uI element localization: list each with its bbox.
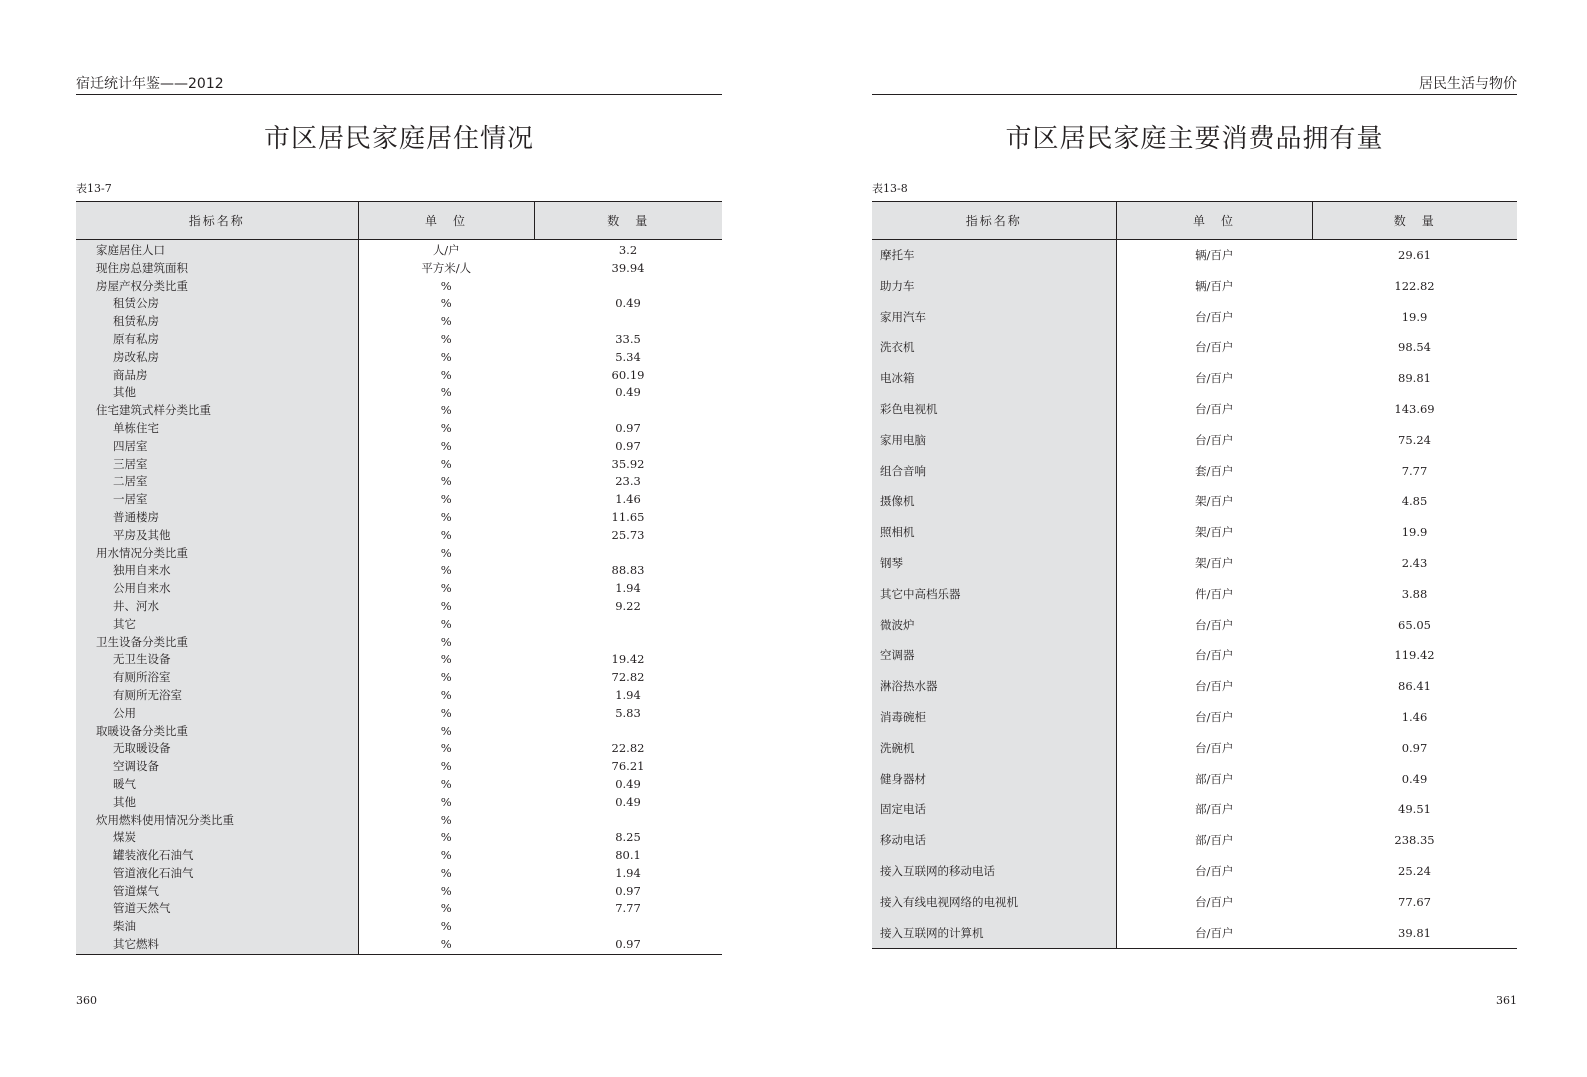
row-name: 无卫生设备 xyxy=(76,651,358,669)
row-name: 电冰箱 xyxy=(872,363,1116,394)
row-name: 接入互联网的移动电话 xyxy=(872,856,1116,887)
row-name: 公用 xyxy=(76,705,358,723)
row-name: 三居室 xyxy=(76,456,358,474)
row-value: 22.82 xyxy=(611,741,645,756)
row-unit: % xyxy=(440,492,452,507)
running-head-right: 居民生活与物价 xyxy=(872,74,1517,95)
row-name: 其他 xyxy=(76,384,358,402)
row-name: 租赁私房 xyxy=(76,313,358,331)
row-value: 9.22 xyxy=(615,598,641,613)
row-unit: 平方米/人 xyxy=(421,260,472,275)
consumer-goods-table xyxy=(872,201,1517,949)
row-name: 家用电脑 xyxy=(872,425,1116,456)
row-name: 用水情况分类比重 xyxy=(76,545,358,563)
row-value: 86.41 xyxy=(1398,679,1431,694)
row-unit: % xyxy=(440,314,452,329)
row-value xyxy=(534,918,722,936)
row-name: 助力车 xyxy=(872,271,1116,302)
row-unit: % xyxy=(440,670,452,685)
row-unit: 台/百户 xyxy=(1195,340,1234,355)
row-value xyxy=(534,313,722,331)
row-name: 有厕所浴室 xyxy=(76,669,358,687)
row-value xyxy=(534,545,722,563)
row-value: 122.82 xyxy=(1394,278,1435,293)
table-row xyxy=(76,740,722,758)
table-row xyxy=(872,733,1517,764)
page-title-left: 市区居民家庭居住情况 xyxy=(263,124,534,154)
row-unit: % xyxy=(440,331,452,346)
row-value: 39.81 xyxy=(1312,918,1517,949)
row-value: 1.94 xyxy=(615,581,641,596)
housing-table-body xyxy=(76,240,722,955)
row-name: 彩色电视机 xyxy=(872,394,1116,425)
row-name: 移动电话 xyxy=(872,825,1116,856)
row-unit: % xyxy=(440,349,452,364)
row-unit: % xyxy=(440,919,452,934)
row-value: 143.69 xyxy=(1394,401,1435,416)
right-page xyxy=(872,0,1517,1077)
column-header-unit: 单 位 xyxy=(1116,202,1312,240)
table-row xyxy=(76,438,722,456)
table-row xyxy=(76,456,722,474)
row-value: 1.46 xyxy=(1401,709,1428,724)
column-header-name: 指标名称 xyxy=(76,202,358,240)
table-row xyxy=(76,669,722,687)
row-unit: % xyxy=(440,438,452,453)
table-row xyxy=(872,579,1517,610)
row-value xyxy=(534,616,722,634)
row-unit: % xyxy=(440,848,452,863)
row-name: 暖气 xyxy=(76,776,358,794)
table-row xyxy=(872,363,1517,394)
row-unit: 套/百户 xyxy=(1195,463,1234,478)
row-unit: 辆/百户 xyxy=(1195,248,1234,262)
row-value: 77.67 xyxy=(1398,894,1431,909)
table-row xyxy=(76,420,722,438)
row-name: 单栋住宅 xyxy=(76,420,358,438)
table-row xyxy=(76,402,722,420)
table-row xyxy=(76,562,722,580)
row-unit: % xyxy=(440,278,452,293)
row-name: 管道天然气 xyxy=(76,900,358,918)
table-row xyxy=(76,936,722,954)
table-row xyxy=(872,764,1517,795)
row-name: 原有私房 xyxy=(76,331,358,349)
row-value: 65.05 xyxy=(1398,617,1431,632)
table-row xyxy=(76,598,722,616)
row-unit: % xyxy=(440,812,452,827)
row-name: 接入有线电视网络的电视机 xyxy=(872,887,1116,918)
row-name: 井、河水 xyxy=(76,598,358,616)
table-row xyxy=(76,473,722,491)
row-unit: % xyxy=(440,616,452,631)
row-value: 5.34 xyxy=(615,349,641,364)
row-value: 25.73 xyxy=(611,527,645,542)
row-value: 89.81 xyxy=(1398,371,1431,386)
row-value: 25.24 xyxy=(1398,863,1431,878)
row-unit: % xyxy=(440,705,452,720)
table-row xyxy=(872,456,1517,487)
table-number-right: 表13-8 xyxy=(872,182,908,195)
table-row xyxy=(76,812,722,830)
row-unit: 台/百户 xyxy=(1195,432,1234,447)
row-value: 0.49 xyxy=(615,776,641,791)
row-name: 洗碗机 xyxy=(872,733,1116,764)
row-unit: 台/百户 xyxy=(1195,863,1234,878)
row-name: 现住房总建筑面积 xyxy=(76,260,358,278)
row-unit: % xyxy=(440,474,452,489)
row-value xyxy=(534,634,722,652)
table-row xyxy=(76,918,722,936)
table-row xyxy=(872,671,1517,702)
table-row xyxy=(872,548,1517,579)
page-title-right: 市区居民家庭主要消费品拥有量 xyxy=(1005,124,1384,154)
row-unit: % xyxy=(440,367,452,382)
row-unit: 架/百户 xyxy=(1195,525,1234,540)
table-row xyxy=(76,776,722,794)
table-row xyxy=(76,367,722,385)
row-value: 88.83 xyxy=(611,563,645,578)
table-row xyxy=(76,240,722,260)
row-unit: % xyxy=(440,687,452,702)
row-name: 卫生设备分类比重 xyxy=(76,634,358,652)
row-unit: % xyxy=(440,901,452,916)
table-row xyxy=(872,794,1517,825)
table-row xyxy=(76,527,722,545)
table-row xyxy=(872,302,1517,333)
table-row xyxy=(76,491,722,509)
table-row xyxy=(872,517,1517,548)
row-unit: 人/户 xyxy=(432,243,460,257)
row-unit: % xyxy=(440,794,452,809)
table-row xyxy=(76,651,722,669)
row-name: 租赁公房 xyxy=(76,295,358,313)
row-name: 微波炉 xyxy=(872,610,1116,641)
row-unit: 台/百户 xyxy=(1195,740,1234,755)
row-value: 60.19 xyxy=(611,367,645,382)
row-value xyxy=(534,402,722,420)
row-value: 19.42 xyxy=(611,652,645,667)
row-unit: 台/百户 xyxy=(1195,617,1234,632)
row-unit: % xyxy=(440,598,452,613)
row-name: 平房及其他 xyxy=(76,527,358,545)
row-name: 固定电话 xyxy=(872,794,1116,825)
row-unit: % xyxy=(440,723,452,738)
table-row xyxy=(76,295,722,313)
row-unit: 台/百户 xyxy=(1195,648,1234,663)
column-header-unit: 单 位 xyxy=(358,202,534,240)
table-row xyxy=(76,260,722,278)
row-value: 0.97 xyxy=(615,883,641,898)
row-unit: % xyxy=(440,581,452,596)
row-value: 3.2 xyxy=(618,243,638,257)
row-name: 取暖设备分类比重 xyxy=(76,723,358,741)
row-name: 普通楼房 xyxy=(76,509,358,527)
row-name: 其它 xyxy=(76,616,358,634)
row-value: 35.92 xyxy=(611,456,645,471)
row-unit: 台/百户 xyxy=(1195,309,1234,324)
row-unit: 台/百户 xyxy=(1195,371,1234,386)
row-value: 80.1 xyxy=(615,848,641,863)
row-unit: % xyxy=(440,296,452,311)
row-name: 接入互联网的计算机 xyxy=(872,918,1116,949)
table-row xyxy=(76,278,722,296)
page-number-right: 361 xyxy=(1496,994,1517,1007)
row-unit: % xyxy=(440,509,452,524)
row-unit: % xyxy=(440,403,452,418)
row-name: 消毒碗柜 xyxy=(872,702,1116,733)
row-name: 健身器材 xyxy=(872,764,1116,795)
row-name: 罐装液化石油气 xyxy=(76,847,358,865)
row-unit: 部/百户 xyxy=(1195,802,1234,817)
table-row xyxy=(872,271,1517,302)
table-row xyxy=(76,794,722,812)
row-name: 其他 xyxy=(76,794,358,812)
row-value: 0.97 xyxy=(1401,740,1428,755)
row-unit: % xyxy=(440,865,452,880)
table-row xyxy=(76,634,722,652)
row-unit: 台/百户 xyxy=(1195,679,1234,694)
table-row xyxy=(76,883,722,901)
row-unit: % xyxy=(440,741,452,756)
row-name: 柴油 xyxy=(76,918,358,936)
row-value: 0.49 xyxy=(615,794,641,809)
row-name: 独用自来水 xyxy=(76,562,358,580)
row-name: 公用自来水 xyxy=(76,580,358,598)
table-row xyxy=(872,918,1517,949)
row-name: 住宅建筑式样分类比重 xyxy=(76,402,358,420)
row-value: 0.49 xyxy=(615,385,641,400)
row-value xyxy=(534,278,722,296)
row-unit: 台/百户 xyxy=(1195,401,1234,416)
row-value: 119.42 xyxy=(1394,648,1435,663)
table-row xyxy=(872,332,1517,363)
table-row xyxy=(76,384,722,402)
row-unit: 架/百户 xyxy=(1195,494,1234,509)
row-value: 19.9 xyxy=(1401,525,1428,540)
row-value: 11.65 xyxy=(611,509,645,524)
row-name: 无取暖设备 xyxy=(76,740,358,758)
row-name: 煤炭 xyxy=(76,829,358,847)
table-row xyxy=(76,331,722,349)
row-name: 空调设备 xyxy=(76,758,358,776)
row-unit: 部/百户 xyxy=(1195,771,1234,786)
table-row xyxy=(76,580,722,598)
row-value: 0.97 xyxy=(615,438,641,453)
table-row xyxy=(76,847,722,865)
row-value: 0.49 xyxy=(1401,771,1428,786)
row-name: 洗衣机 xyxy=(872,332,1116,363)
row-unit: 辆/百户 xyxy=(1195,278,1234,293)
row-value xyxy=(534,723,722,741)
table-row xyxy=(872,240,1517,271)
row-name: 摄像机 xyxy=(872,486,1116,517)
row-name: 商品房 xyxy=(76,367,358,385)
row-value: 1.94 xyxy=(615,865,641,880)
row-unit: % xyxy=(440,420,452,435)
row-value: 2.43 xyxy=(1401,555,1428,570)
row-unit: % xyxy=(440,563,452,578)
row-name: 家庭居住人口 xyxy=(76,240,358,260)
row-value: 4.85 xyxy=(1401,494,1428,509)
row-unit: % xyxy=(440,776,452,791)
table-row xyxy=(76,705,722,723)
row-name: 空调器 xyxy=(872,640,1116,671)
row-value: 75.24 xyxy=(1398,432,1431,447)
row-value: 1.94 xyxy=(615,687,641,702)
row-unit: % xyxy=(440,634,452,649)
row-value: 7.77 xyxy=(615,901,641,916)
table-row xyxy=(76,865,722,883)
row-value: 7.77 xyxy=(1401,463,1428,478)
table-row xyxy=(872,425,1517,456)
row-value: 0.97 xyxy=(615,420,641,435)
row-name: 一居室 xyxy=(76,491,358,509)
row-name: 家用汽车 xyxy=(872,302,1116,333)
row-name: 房改私房 xyxy=(76,349,358,367)
row-name: 其它中高档乐器 xyxy=(872,579,1116,610)
table-row xyxy=(76,509,722,527)
table-row xyxy=(872,702,1517,733)
row-unit: % xyxy=(440,883,452,898)
row-value: 33.5 xyxy=(615,331,641,346)
table-row xyxy=(872,610,1517,641)
row-unit: % xyxy=(440,545,452,560)
row-value: 29.61 xyxy=(1398,248,1431,262)
row-unit: % xyxy=(440,527,452,542)
table-row xyxy=(76,758,722,776)
row-name: 管道液化石油气 xyxy=(76,865,358,883)
row-name: 钢琴 xyxy=(872,548,1116,579)
table-row xyxy=(872,640,1517,671)
row-name: 摩托车 xyxy=(872,240,1116,271)
row-name: 二居室 xyxy=(76,473,358,491)
table-row xyxy=(872,394,1517,425)
row-unit: 台/百户 xyxy=(1195,709,1234,724)
row-unit: % xyxy=(440,456,452,471)
row-unit: 架/百户 xyxy=(1195,555,1234,570)
table-row xyxy=(76,545,722,563)
table-row xyxy=(872,825,1517,856)
row-value: 0.97 xyxy=(534,936,722,954)
table-number-left: 表13-7 xyxy=(76,182,112,195)
row-unit: % xyxy=(440,652,452,667)
left-page xyxy=(76,0,722,1077)
housing-table xyxy=(76,201,722,955)
row-value: 8.25 xyxy=(615,830,641,845)
row-value: 98.54 xyxy=(1398,340,1431,355)
row-name: 有厕所无浴室 xyxy=(76,687,358,705)
row-value: 5.83 xyxy=(615,705,641,720)
row-value: 1.46 xyxy=(615,492,641,507)
running-head-left: 宿迁统计年鉴——2012 xyxy=(76,74,722,95)
row-unit: 部/百户 xyxy=(1195,833,1234,848)
table-row xyxy=(76,723,722,741)
row-value: 49.51 xyxy=(1398,802,1431,817)
table-row xyxy=(76,616,722,634)
row-name: 组合音响 xyxy=(872,456,1116,487)
row-value: 23.3 xyxy=(615,474,641,489)
row-name: 房屋产权分类比重 xyxy=(76,278,358,296)
row-unit: % xyxy=(440,385,452,400)
row-value: 19.9 xyxy=(1401,309,1428,324)
table-row xyxy=(76,900,722,918)
table-row xyxy=(76,349,722,367)
column-header-value: 数 量 xyxy=(534,202,722,240)
row-name: 照相机 xyxy=(872,517,1116,548)
row-unit: % xyxy=(358,936,534,954)
row-value: 39.94 xyxy=(611,260,645,275)
row-value: 3.88 xyxy=(1401,586,1428,601)
row-name: 炊用燃料使用情况分类比重 xyxy=(76,812,358,830)
row-name: 四居室 xyxy=(76,438,358,456)
table-row xyxy=(76,687,722,705)
row-value: 0.49 xyxy=(615,296,641,311)
table-row xyxy=(76,829,722,847)
row-unit: 台/百户 xyxy=(1195,894,1234,909)
row-unit: 件/百户 xyxy=(1195,586,1234,601)
page-number-left: 360 xyxy=(76,994,97,1007)
row-value: 238.35 xyxy=(1394,833,1435,848)
row-value: 76.21 xyxy=(611,759,645,774)
table-row xyxy=(872,887,1517,918)
consumer-goods-table-body xyxy=(872,240,1517,949)
row-unit: % xyxy=(440,830,452,845)
table-row xyxy=(76,313,722,331)
column-header-value: 数 量 xyxy=(1312,202,1517,240)
row-name: 淋浴热水器 xyxy=(872,671,1116,702)
table-row xyxy=(872,856,1517,887)
table-row xyxy=(872,486,1517,517)
row-unit: % xyxy=(440,759,452,774)
row-name: 管道煤气 xyxy=(76,883,358,901)
row-name: 其它燃料 xyxy=(76,936,358,954)
row-value: 72.82 xyxy=(611,670,645,685)
row-value xyxy=(534,812,722,830)
row-unit: 台/百户 xyxy=(1116,918,1312,949)
column-header-name: 指标名称 xyxy=(872,202,1116,240)
